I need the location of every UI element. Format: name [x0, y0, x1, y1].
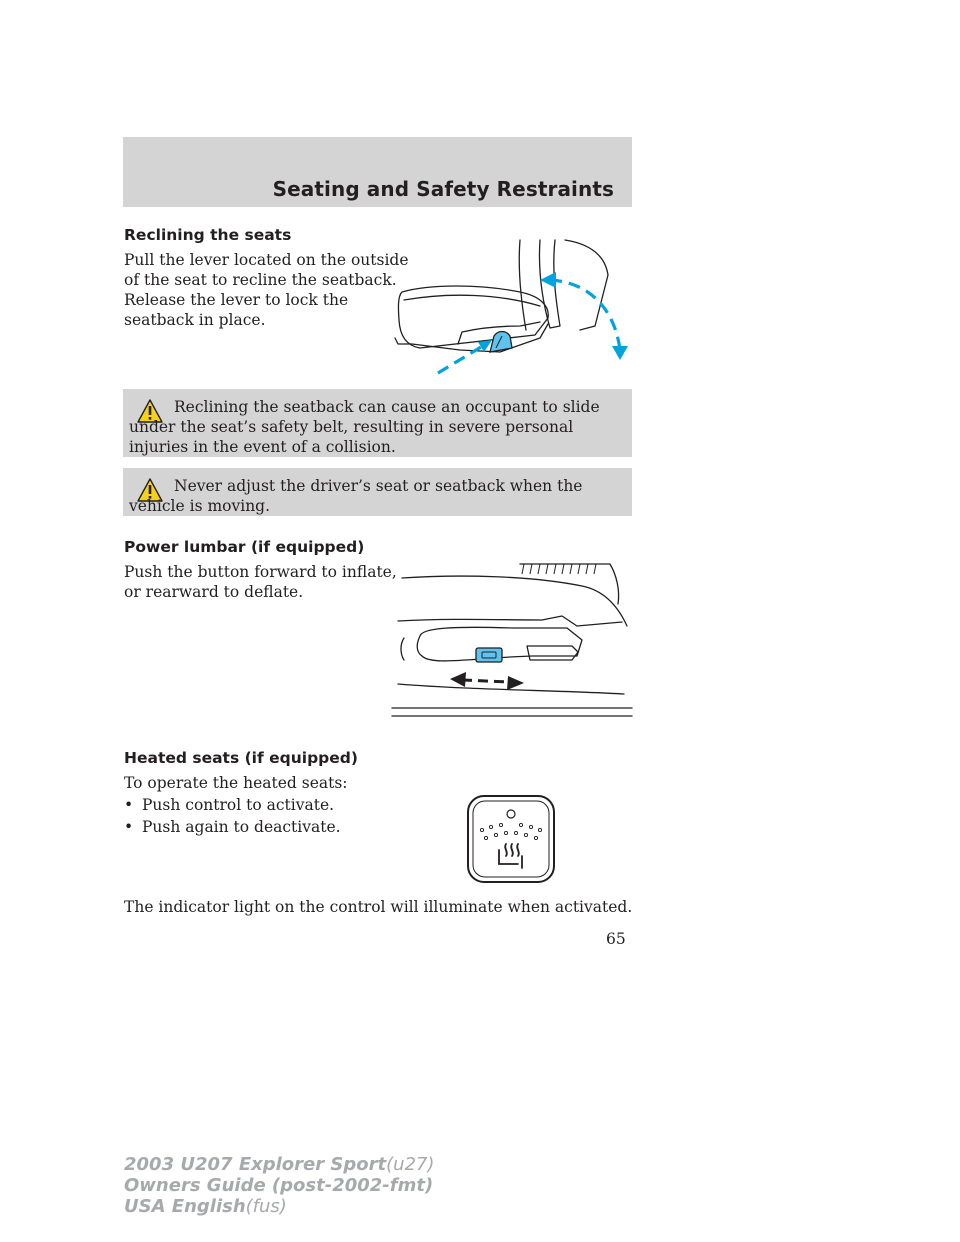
lumbar-line-2: or rearward to deflate. [124, 583, 304, 601]
reclining-line-3: Release the lever to lock the [124, 291, 349, 309]
footer-line-1-code: (u27) [386, 1154, 435, 1175]
lumbar-button-icon [476, 648, 502, 662]
power-lumbar-illustration [392, 556, 634, 724]
warning-text-2: Never adjust the driver’s seat or seatback when the vehicle is moving. [129, 477, 583, 515]
bullet-text: Push again to deactivate. [142, 818, 341, 836]
warning-box-2 [123, 468, 632, 516]
heated-heading: Heated seats (if equipped) [124, 749, 358, 767]
section-header [123, 137, 632, 207]
warning-text-1: Reclining the seatback can cause an occupant to slide under the seat’s safety belt, resulting in severe personal injuries in the event of a collision. [129, 398, 600, 456]
reclining-line-4: seatback in place. [124, 311, 266, 329]
document-footer [124, 1154, 434, 1217]
heated-intro: To operate the heated seats: [124, 774, 348, 792]
footer-line-3: USA English [124, 1196, 246, 1217]
seat-recline-illustration [390, 240, 635, 385]
heated-bullet-1: • Push control to activate. [124, 796, 335, 814]
lumbar-heading: Power lumbar (if equipped) [124, 538, 365, 556]
footer-line-1: 2003 U207 Explorer Sport [124, 1154, 387, 1175]
reclining-line-2: of the seat to recline the seatback. [124, 271, 397, 289]
footer-line-3-code: (fus) [245, 1196, 287, 1217]
heated-bullet-2: • Push again to deactivate. [124, 818, 341, 836]
reclining-line-1: Pull the lever located on the outside [124, 251, 409, 269]
warning-box-1 [123, 389, 632, 457]
lumbar-line-1: Push the button forward to inflate, [124, 563, 397, 581]
footer-line-2: Owners Guide (post-2002-fmt) [124, 1175, 434, 1196]
page-number: 65 [606, 930, 626, 948]
bullet-text: Push control to activate. [142, 796, 335, 814]
heated-note: The indicator light on the control will illuminate when activated. [124, 898, 633, 916]
heated-seat-control-icon[interactable] [466, 794, 556, 884]
section-title: Seating and Safety Restraints [272, 177, 614, 201]
recline-lever-icon [490, 332, 512, 353]
reclining-heading: Reclining the seats [124, 226, 292, 244]
